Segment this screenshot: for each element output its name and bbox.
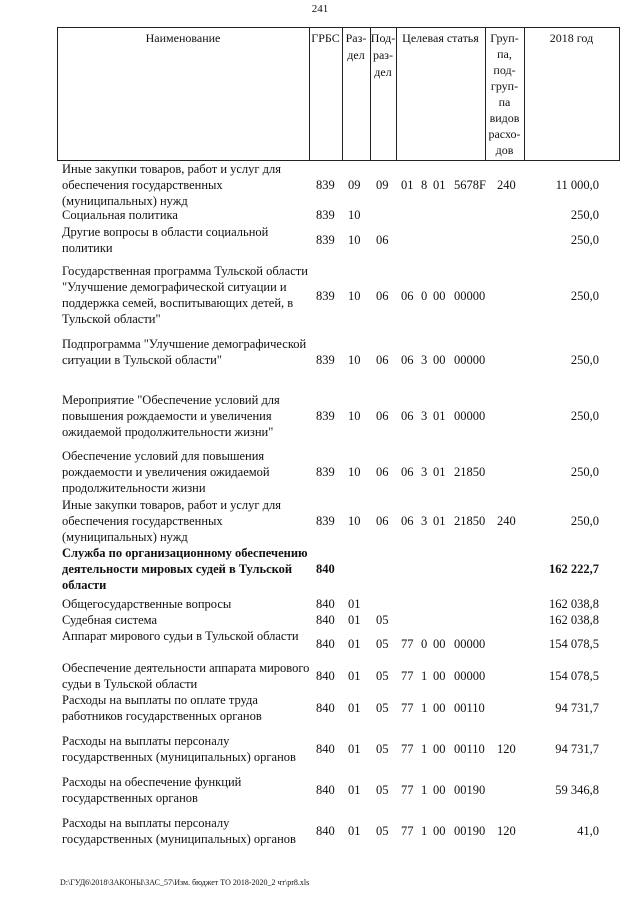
table-header — [57, 27, 620, 161]
header-name: Наименование — [145, 31, 221, 45]
header-podrazdel: Под- раз- дел — [370, 31, 396, 79]
page-number: 241 — [311, 3, 329, 15]
header-group: Груп- па, под- груп- па видов расхо- дов — [488, 31, 521, 157]
header-year: 2018 год — [549, 31, 594, 45]
header-razdel: Раз- дел — [345, 31, 367, 62]
row-name: Иные закупки товаров, работ и услуг для обеспечения государственных (муниципальных) нужд — [62, 162, 282, 208]
file-path-footer: D:\ГУД6\2018\ЗАКОНЫ\ЗАС_57\Изм. бюджет ТО 2018-2020_2 чт\pr8.xls — [60, 878, 310, 887]
header-grbs: ГРБС — [311, 31, 340, 45]
header-target: Целевая статья — [402, 31, 479, 45]
